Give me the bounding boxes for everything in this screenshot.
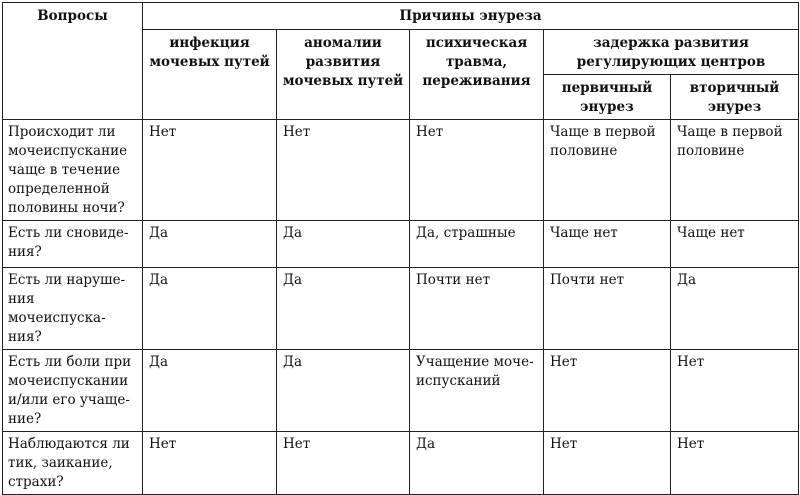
cell-infection: Нет (143, 120, 277, 221)
cell-secondary: Чаще нет (671, 221, 799, 268)
cell-secondary: Чаще в первой половине (671, 120, 799, 221)
cell-trauma: Да, страшные (410, 221, 544, 268)
cell-infection: Да (143, 221, 277, 268)
header-infection: инфекция мочевых путей (143, 30, 277, 120)
header-questions: Вопросы (3, 3, 143, 120)
row-question: Происходит ли мочеиспускание чаще в течение определенной половины ночи? (3, 120, 143, 221)
header-trauma: психическая травма, переживания (410, 30, 544, 120)
cell-primary: Нет (544, 432, 671, 495)
cell-trauma: Учащение моче-испусканий (410, 350, 544, 432)
cell-infection: Да (143, 350, 277, 432)
table-row (3, 350, 799, 432)
header-secondary: вторичный энурез (671, 75, 799, 120)
row-question: Есть ли сновиде-ния? (3, 221, 143, 268)
cell-primary: Почти нет (544, 268, 671, 350)
cell-anomalies: Да (277, 268, 410, 350)
cell-secondary: Нет (671, 432, 799, 495)
cell-trauma: Почти нет (410, 268, 544, 350)
cell-infection: Нет (143, 432, 277, 495)
cell-primary: Нет (544, 350, 671, 432)
enuresis-causes-table (2, 2, 799, 495)
cell-anomalies: Да (277, 350, 410, 432)
header-primary: первичный энурез (544, 75, 671, 120)
table-row (3, 432, 799, 495)
cell-trauma: Нет (410, 120, 544, 221)
header-row-1 (3, 3, 799, 30)
table-row (3, 221, 799, 268)
cell-infection: Да (143, 268, 277, 350)
header-delay: задержка развития регулирующих центров (544, 30, 799, 75)
cell-primary: Чаще нет (544, 221, 671, 268)
row-question: Наблюдаются ли тик, заикание, страхи? (3, 432, 143, 495)
row-question: Есть ли боли при мочеиспускании и/или его учаще-ние? (3, 350, 143, 432)
cell-secondary: Да (671, 268, 799, 350)
cell-anomalies: Нет (277, 120, 410, 221)
cell-anomalies: Да (277, 221, 410, 268)
header-causes: Причины энуреза (143, 3, 799, 30)
cell-secondary: Нет (671, 350, 799, 432)
row-question: Есть ли наруше-ния мочеиспуска-ния? (3, 268, 143, 350)
cell-trauma: Да (410, 432, 544, 495)
cell-primary: Чаще в первой половине (544, 120, 671, 221)
header-anomalies: аномалии развития мочевых путей (277, 30, 410, 120)
table-row (3, 120, 799, 221)
table-row (3, 268, 799, 350)
cell-anomalies: Нет (277, 432, 410, 495)
